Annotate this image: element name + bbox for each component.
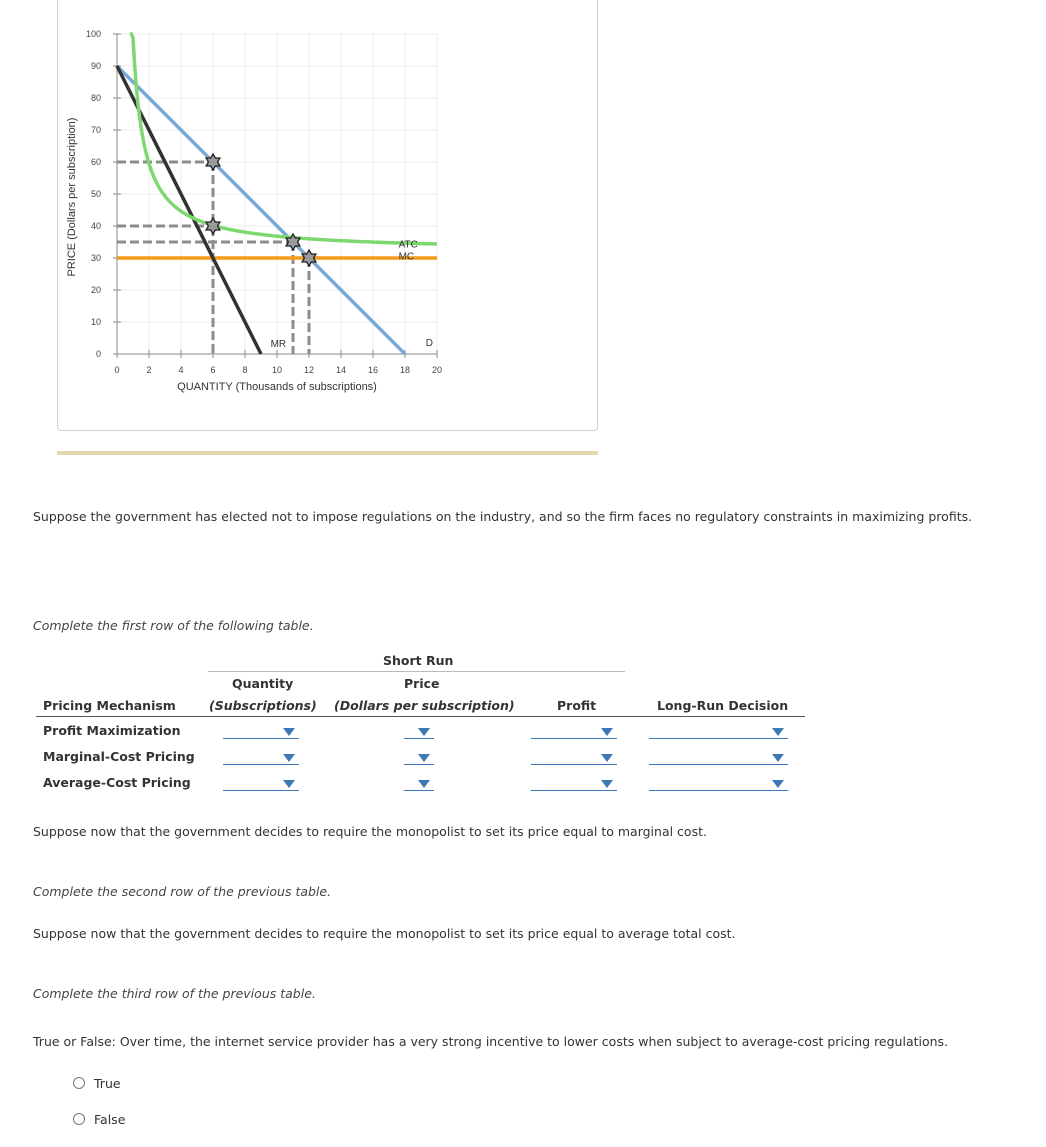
x-tick-label: 0	[114, 365, 120, 375]
price-header: Price	[404, 676, 440, 691]
y-tick-label: 20	[90, 285, 101, 295]
chevron-down-icon	[283, 728, 295, 736]
chevron-down-icon	[601, 780, 613, 788]
y-tick-label: 60	[90, 157, 101, 167]
intro-text: Suppose the government has elected not to impose regulations on the industry, and so the firm faces no regulatory constraints in maximizing profits.	[33, 509, 973, 524]
x-tick-label: 12	[303, 365, 315, 375]
y-tick-label: 50	[90, 189, 101, 199]
price-dropdown-row2[interactable]	[404, 751, 434, 765]
monopoly-graph	[0, 0, 1046, 440]
question-mc-pricing: Suppose now that the government decides to require the monopolist to set its price equal to marginal cost.	[33, 824, 707, 839]
y-tick-label: 70	[90, 125, 101, 135]
price-dropdown-row3[interactable]	[404, 777, 434, 791]
quantity-dropdown-row3[interactable]	[223, 777, 299, 791]
y-axis-title: PRICE (Dollars per subscription)	[66, 117, 78, 277]
divider-bar	[57, 451, 598, 455]
y-tick-label: 40	[90, 221, 101, 231]
profit-dropdown-row2[interactable]	[531, 751, 617, 765]
chevron-down-icon	[772, 728, 784, 736]
chevron-down-icon	[772, 780, 784, 788]
demand-label: D	[425, 338, 434, 349]
profit-dropdown-row3[interactable]	[531, 777, 617, 791]
x-tick-label: 6	[210, 365, 216, 375]
x-tick-label: 14	[335, 365, 347, 375]
true-label: True	[94, 1076, 121, 1091]
row-label-profit-max: Profit Maximization	[43, 723, 181, 738]
decision-dropdown-row1[interactable]	[649, 725, 788, 739]
false-label: False	[94, 1112, 126, 1127]
header-rule	[36, 716, 805, 717]
chevron-down-icon	[283, 754, 295, 762]
y-tick-label: 100	[85, 29, 101, 39]
question-ac-pricing: Suppose now that the government decides to require the monopolist to set its price equal to average total cost.	[33, 926, 736, 941]
x-axis-title: QUANTITY (Thousands of subscriptions)	[177, 381, 377, 393]
price-subheader: (Dollars per subscription)	[334, 698, 515, 713]
instruction-row2: Complete the second row of the previous table.	[33, 884, 332, 899]
chevron-down-icon	[601, 754, 613, 762]
y-tick-label: 0	[95, 349, 101, 359]
quantity-subheader: (Subscriptions)	[209, 698, 317, 713]
instruction-row3: Complete the third row of the previous table.	[33, 986, 316, 1001]
demand-curve	[117, 66, 405, 354]
star-marker	[206, 218, 220, 234]
y-tick-label: 80	[90, 93, 101, 103]
x-tick-label: 20	[431, 365, 443, 375]
true-radio[interactable]	[73, 1077, 85, 1089]
quantity-header: Quantity	[232, 676, 294, 691]
row-label-ac-pricing: Average-Cost Pricing	[43, 775, 191, 790]
x-tick-label: 18	[399, 365, 411, 375]
chevron-down-icon	[418, 754, 430, 762]
decision-dropdown-row2[interactable]	[649, 751, 788, 765]
y-tick-label: 90	[90, 61, 101, 71]
x-tick-label: 2	[146, 365, 152, 375]
x-tick-label: 8	[242, 365, 248, 375]
y-tick-label: 10	[90, 317, 101, 327]
quantity-dropdown-row2[interactable]	[223, 751, 299, 765]
short-run-header: Short Run	[383, 653, 454, 668]
decision-header: Long-Run Decision	[657, 698, 789, 713]
profit-header: Profit	[557, 698, 597, 713]
true-false-question: True or False: Over time, the internet service provider has a very strong incentive to lower costs when subject to average-cost pricing regulations.	[33, 1034, 949, 1049]
group-header-rule	[208, 671, 625, 672]
marginal-revenue-label: MR	[270, 338, 287, 350]
chevron-down-icon	[283, 780, 295, 788]
price-dropdown-row1[interactable]	[404, 725, 434, 739]
false-radio[interactable]	[73, 1113, 85, 1125]
mechanism-header: Pricing Mechanism	[43, 698, 176, 713]
instruction-row1: Complete the first row of the following table.	[33, 618, 314, 633]
quantity-dropdown-row1[interactable]	[223, 725, 299, 739]
chevron-down-icon	[418, 728, 430, 736]
chevron-down-icon	[601, 728, 613, 736]
y-tick-label: 30	[90, 253, 101, 263]
profit-dropdown-row1[interactable]	[531, 725, 617, 739]
chevron-down-icon	[418, 780, 430, 788]
decision-dropdown-row3[interactable]	[649, 777, 788, 791]
marginal-cost-label: MC	[398, 251, 415, 263]
x-tick-label: 4	[178, 365, 184, 375]
average-total-cost-label: ATC	[398, 239, 418, 251]
x-tick-label: 16	[367, 365, 379, 375]
x-tick-label: 10	[271, 365, 283, 375]
row-label-mc-pricing: Marginal-Cost Pricing	[43, 749, 195, 764]
chevron-down-icon	[772, 754, 784, 762]
